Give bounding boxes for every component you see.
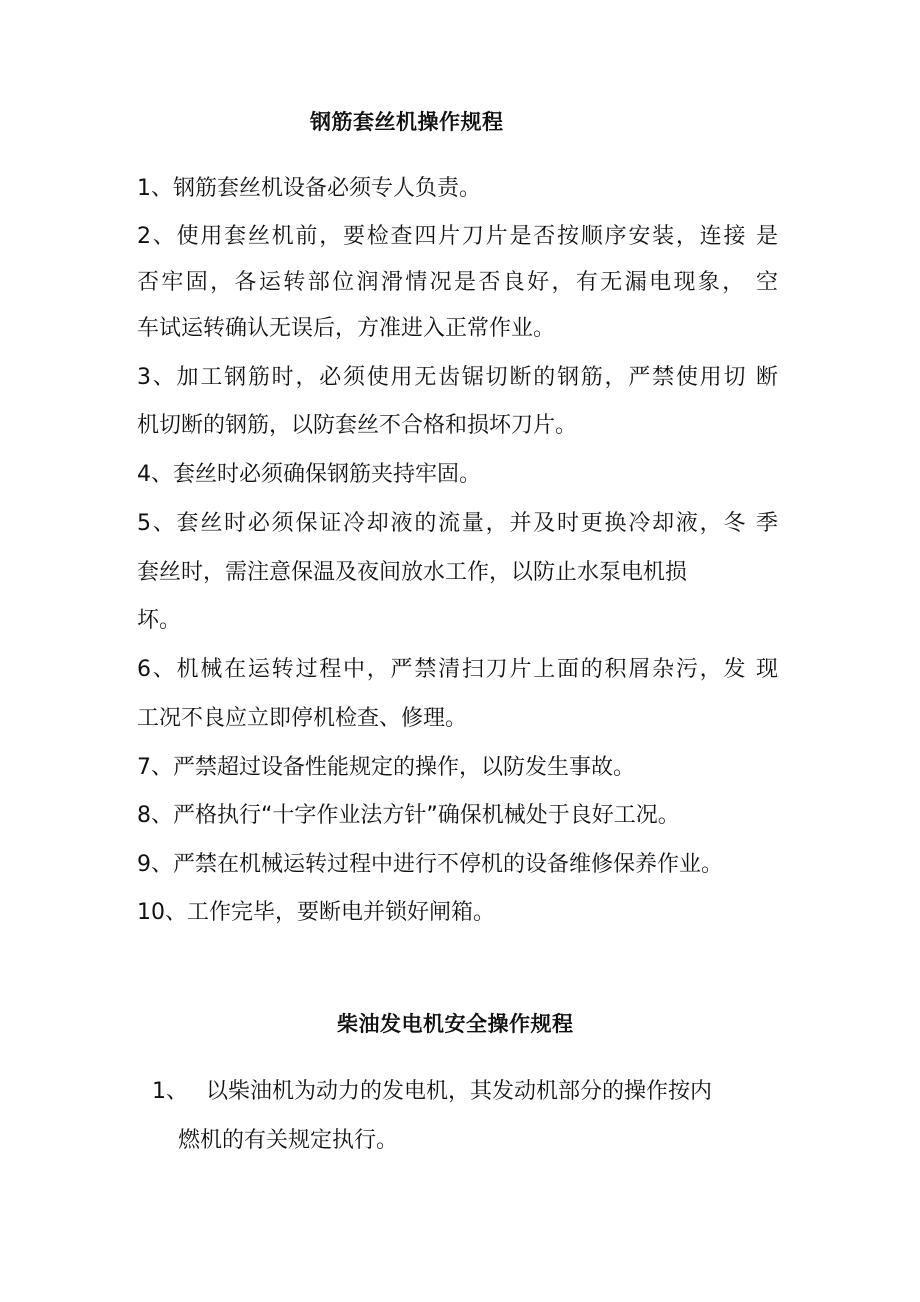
rule-line: 9、严禁在机械运转过程中进行不停机的设备维修保养作业。 bbox=[137, 852, 723, 877]
rule-line: 8、严格执行“十字作业法方针”确保机械处于良好工况。 bbox=[137, 803, 680, 828]
rule-line: 1、钢筋套丝机设备必须专人负责。 bbox=[137, 176, 481, 201]
rule-line: 2、使用套丝机前，要检查四片刀片是否按顺序安装，连接 是 bbox=[137, 224, 778, 249]
rule-line: 6、机械在运转过程中，严禁清扫刀片上面的积屑杂污，发 现 bbox=[137, 657, 778, 682]
rule-line: 5、套丝时必须保证冷却液的流量，并及时更换冷却液，冬 季 bbox=[137, 511, 778, 536]
rule-line: 10、工作完毕，要断电并锁好闸箱。 bbox=[137, 900, 495, 925]
rule-line: 3、加工钢筋时，必须使用无齿锯切断的钢筋，严禁使用切 断 bbox=[137, 365, 778, 390]
list-item-text-continued: 燃机的有关规定执行。 bbox=[178, 1128, 399, 1153]
list-item-number: 1、 bbox=[152, 1079, 188, 1104]
rule-line: 7、严禁超过设备性能规定的操作，以防发生事故。 bbox=[137, 755, 635, 780]
rule-line: 4、套丝时必须确保钢筋夹持牢固。 bbox=[137, 462, 481, 487]
rule-line: 坏。 bbox=[137, 608, 182, 633]
section-title-rebar-threading: 钢筋套丝机操作规程 bbox=[310, 110, 504, 134]
section-title-diesel-generator: 柴油发电机安全操作规程 bbox=[337, 1012, 574, 1036]
rule-line: 车试运转确认无误后，方准进入正常作业。 bbox=[137, 316, 556, 341]
rule-line: 套丝时，需注意保温及夜间放水工作，以防止水泵电机损 bbox=[137, 560, 688, 585]
rule-line: 工况不良应立即停机检查、修理。 bbox=[137, 706, 468, 731]
rule-line: 机切断的钢筋，以防套丝不合格和损坏刀片。 bbox=[137, 413, 578, 438]
list-item-text: 以柴油机为动力的发电机，其发动机部分的操作按内 bbox=[206, 1079, 713, 1104]
rule-line: 否牢固，各运转部位润滑情况是否良好，有无漏电现象， 空 bbox=[137, 270, 778, 295]
